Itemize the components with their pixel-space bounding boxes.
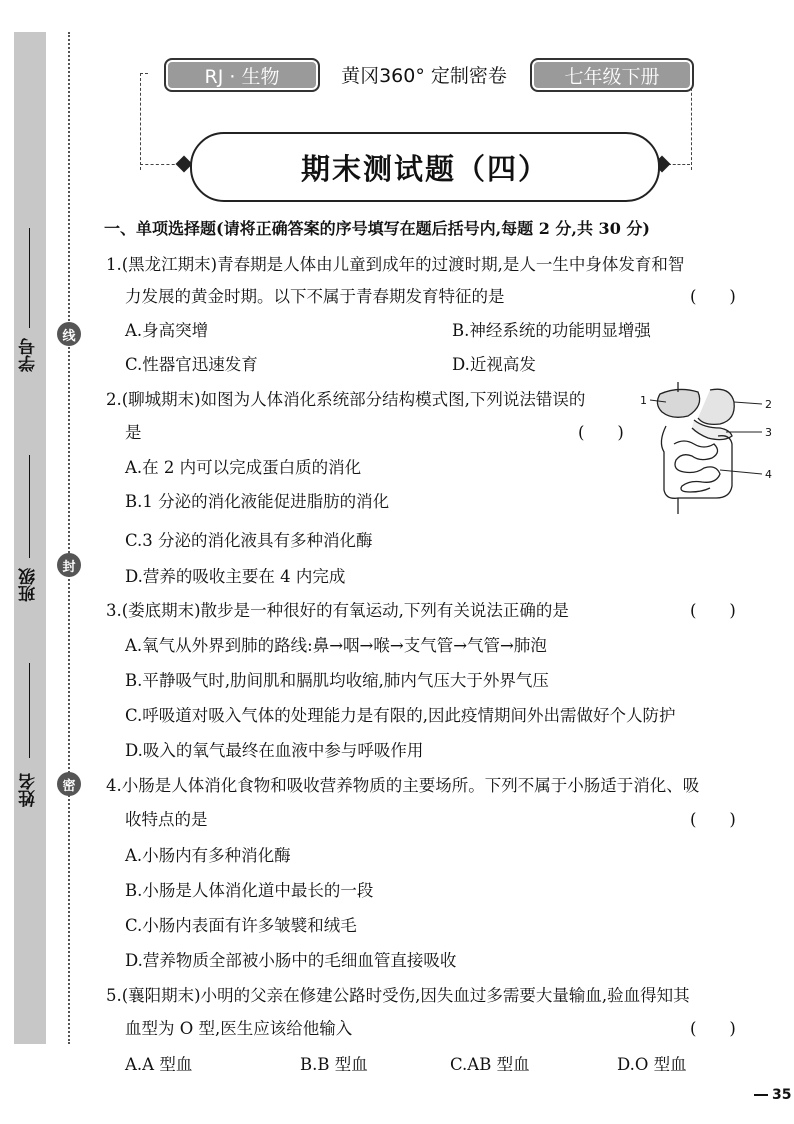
name-line [29, 663, 30, 758]
subject-badge: RJ · 生物 [164, 58, 320, 92]
q5-option-c: C.AB 型血 [450, 1055, 530, 1074]
q5-option-a: A.A 型血 [125, 1055, 193, 1074]
q2-option-b: B.1 分泌的消化液能促进脂肪的消化 [125, 492, 390, 511]
class-label: 班级 [19, 568, 39, 602]
small-intestine-shape [674, 441, 720, 492]
q5-answer-paren: ( ) [690, 1019, 736, 1038]
q1-line-1: 1.(黑龙江期末)青春期是人体由儿童到成年的过渡时期,是人一生中身体发育和智 [106, 255, 685, 274]
q4-line-1: 4.小肠是人体消化食物和吸收营养物质的主要场所。下列不属于小肠适于消化、吸 [106, 776, 700, 795]
series-name: 黄冈360° 定制密卷 [341, 64, 507, 87]
liver-shape [657, 389, 699, 417]
label-2-leader [734, 402, 762, 404]
name-label: 姓名 [19, 773, 39, 807]
label-4-leader [720, 470, 762, 474]
q2-option-d: D.营养的吸收主要在 4 内完成 [125, 567, 346, 586]
q4-option-c: C.小肠内表面有许多皱襞和绒毛 [125, 916, 357, 935]
q3-line-1: 3.(娄底期末)散步是一种很好的有氧运动,下列有关说法正确的是 [106, 601, 569, 620]
title-dash-left [140, 164, 180, 165]
page-number: 35 [754, 1087, 791, 1103]
binding-strip [14, 32, 46, 1044]
q3-option-b: B.平静吸气时,肋间肌和膈肌均收缩,肺内气压大于外界气压 [125, 671, 549, 690]
seal-seal-mark: 封 [57, 553, 81, 577]
q3-answer-paren: ( ) [690, 601, 736, 620]
title-dash-right [668, 164, 690, 165]
seal-line-mark: 线 [57, 322, 81, 346]
q1-option-d: D.近视高发 [452, 355, 536, 374]
q2-answer-paren: ( ) [578, 423, 624, 442]
q5-line-2: 血型为 O 型,医生应该给他输入 [125, 1019, 353, 1038]
student-id-label: 学号 [19, 338, 39, 372]
digestive-system-diagram [638, 382, 778, 522]
seal-dotted-line [68, 32, 70, 1044]
q1-option-c: C.性器官迅速发育 [125, 355, 258, 374]
q4-option-a: A.小肠内有多种消化酶 [125, 846, 291, 865]
q1-line-2: 力发展的黄金时期。以下不属于青春期发育特征的是 [125, 287, 505, 306]
q5-option-b: B.B 型血 [300, 1055, 368, 1074]
q3-option-c: C.呼吸道对吸入气体的处理能力是有限的,因此疫情期间外出需做好个人防护 [125, 706, 676, 725]
q3-option-a: A.氧气从外界到肺的路线:鼻→咽→喉→支气管→气管→肺泡 [125, 636, 547, 655]
q1-option-a: A.身高突增 [125, 321, 209, 340]
seal-dense-mark: 密 [57, 772, 81, 796]
q4-option-d: D.营养物质全部被小肠中的毛细血管直接吸收 [125, 951, 457, 970]
q1-answer-paren: ( ) [690, 287, 736, 306]
q4-answer-paren: ( ) [690, 810, 736, 829]
q2-line-2: 是 [125, 423, 142, 442]
figure-label-1: 1 [640, 394, 647, 407]
q1-option-b: B.神经系统的功能明显增强 [452, 321, 651, 340]
class-line [29, 455, 30, 558]
page-title: 期末测试题（四） [300, 151, 549, 186]
q5-option-d: D.O 型血 [617, 1055, 687, 1074]
q4-line-2: 收特点的是 [125, 810, 208, 829]
q2-option-a: A.在 2 内可以完成蛋白质的消化 [125, 458, 362, 477]
q5-line-1: 5.(襄阳期末)小明的父亲在修建公路时受伤,因失血过多需要大量输血,验血得知其 [106, 986, 690, 1005]
figure-label-3: 3 [765, 426, 772, 439]
stomach-shape [698, 389, 734, 424]
student-id-line [29, 228, 30, 328]
title-box [190, 132, 660, 202]
figure-label-2: 2 [765, 398, 772, 411]
grade-badge: 七年级下册 [530, 58, 694, 92]
q4-option-b: B.小肠是人体消化道中最长的一段 [125, 881, 374, 900]
q3-option-d: D.吸入的氧气最终在血液中参与呼吸作用 [125, 741, 424, 760]
q2-line-1: 2.(聊城期末)如图为人体消化系统部分结构模式图,下列说法错误的 [106, 390, 586, 409]
q2-option-c: C.3 分泌的消化液具有多种消化酶 [125, 531, 373, 550]
section-heading: 一、单项选择题(请将正确答案的序号填写在题后括号内,每题 2 分,共 30 分) [104, 219, 650, 238]
figure-label-4: 4 [765, 468, 772, 481]
